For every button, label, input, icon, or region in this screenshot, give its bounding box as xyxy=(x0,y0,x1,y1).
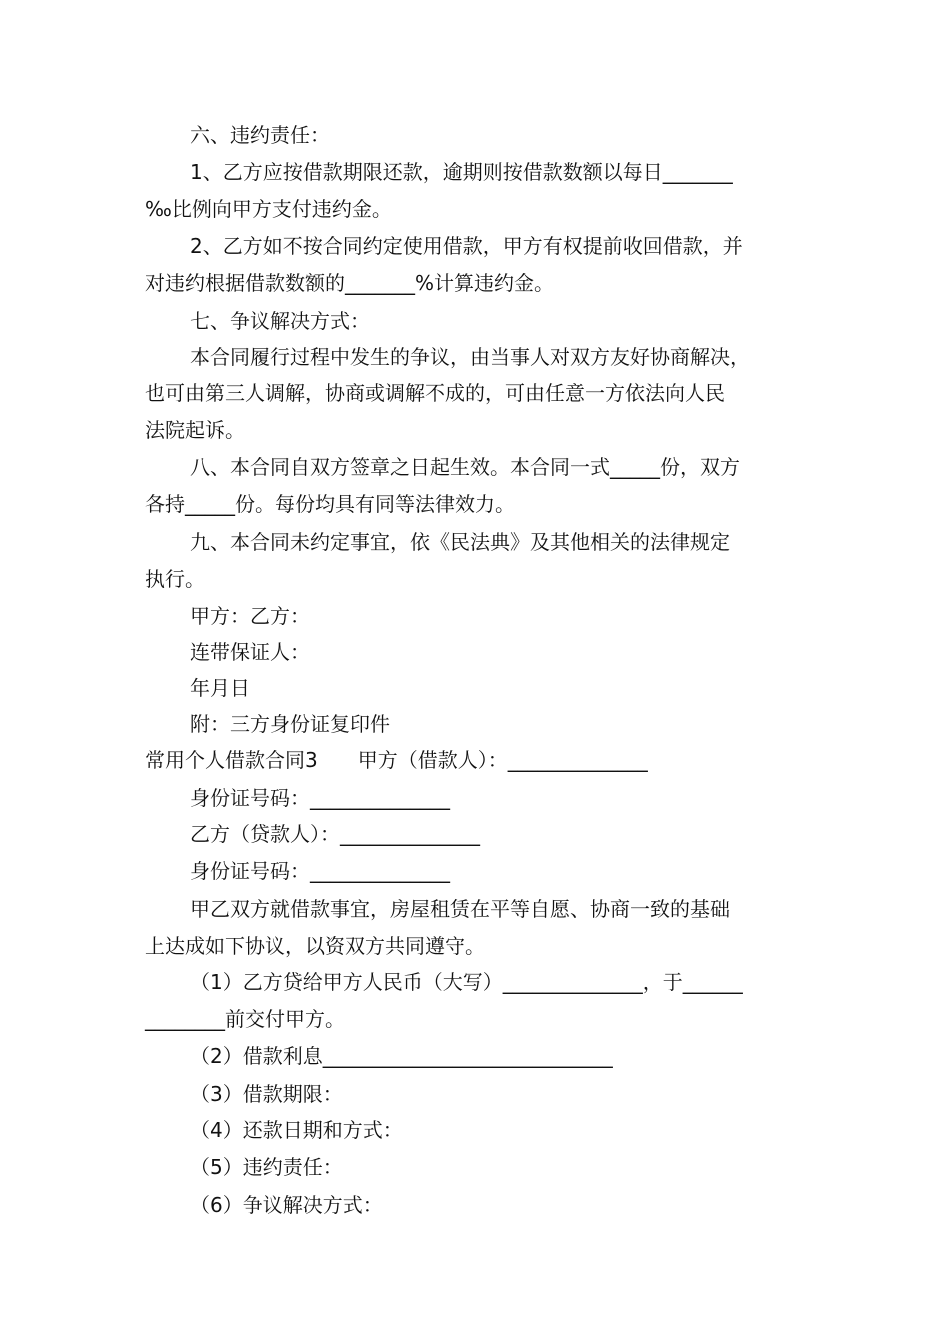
guarantor-line: 连带保证人： xyxy=(190,640,310,664)
lender-id-line: 身份证号码：______________ xyxy=(190,859,450,883)
signature-parties: 甲方：乙方： xyxy=(190,604,310,628)
contract-3-title-line: 常用个人借款合同3 甲方（借款人）：______________ xyxy=(145,748,648,772)
item-2-interest: （2）借款利息_____________________________ xyxy=(190,1044,613,1068)
lender-line: 乙方（贷款人）：______________ xyxy=(190,822,480,846)
item-1-line-2: ________前交付甲方。 xyxy=(145,1007,345,1031)
attachment-line: 附：三方身份证复印件 xyxy=(190,712,390,736)
item-5-breach: （5）违约责任： xyxy=(190,1155,343,1179)
clause-6-2-line-2: 对违约根据借款数额的_______%计算违约金。 xyxy=(145,271,555,295)
item-1-line-1: （1）乙方贷给甲方人民币（大写）______________，于______ xyxy=(190,970,743,994)
clause-6-2-line-1: 2、乙方如不按合同约定使用借款，甲方有权提前收回借款，并 xyxy=(190,234,743,258)
agreement-intro-line-1: 甲乙双方就借款事宜，房屋租赁在平等自愿、协商一致的基础 xyxy=(190,897,730,921)
section-9-line-1: 九、本合同未约定事宜，依《民法典》及其他相关的法律规定 xyxy=(190,530,730,554)
section-8-line-1: 八、本合同自双方签章之日起生效。本合同一式_____份，双方 xyxy=(190,455,740,479)
section-9-line-2: 执行。 xyxy=(145,567,205,591)
section-7-heading: 七、争议解决方式： xyxy=(190,309,370,333)
section-6-heading: 六、违约责任： xyxy=(190,123,330,147)
section-7-text-line-3: 法院起诉。 xyxy=(145,418,245,442)
item-3-term: （3）借款期限： xyxy=(190,1082,343,1106)
date-line: 年月日 xyxy=(190,676,250,700)
section-8-line-2: 各持_____份。每份均具有同等法律效力。 xyxy=(145,492,515,516)
section-7-text-line-2: 也可由第三人调解，协商或调解不成的，可由任意一方依法向人民 xyxy=(145,381,725,405)
clause-6-1-line-1: 1、乙方应按借款期限还款，逾期则按借款数额以每日_______ xyxy=(190,160,733,184)
agreement-intro-line-2: 上达成如下协议，以资双方共同遵守。 xyxy=(145,934,485,958)
borrower-id-line: 身份证号码：______________ xyxy=(190,786,450,810)
item-6-dispute: （6）争议解决方式： xyxy=(190,1193,383,1217)
item-4-repayment: （4）还款日期和方式： xyxy=(190,1118,403,1142)
clause-6-1-line-2: ‰比例向甲方支付违约金。 xyxy=(145,197,392,221)
section-7-text-line-1: 本合同履行过程中发生的争议，由当事人对双方友好协商解决， xyxy=(190,345,750,369)
